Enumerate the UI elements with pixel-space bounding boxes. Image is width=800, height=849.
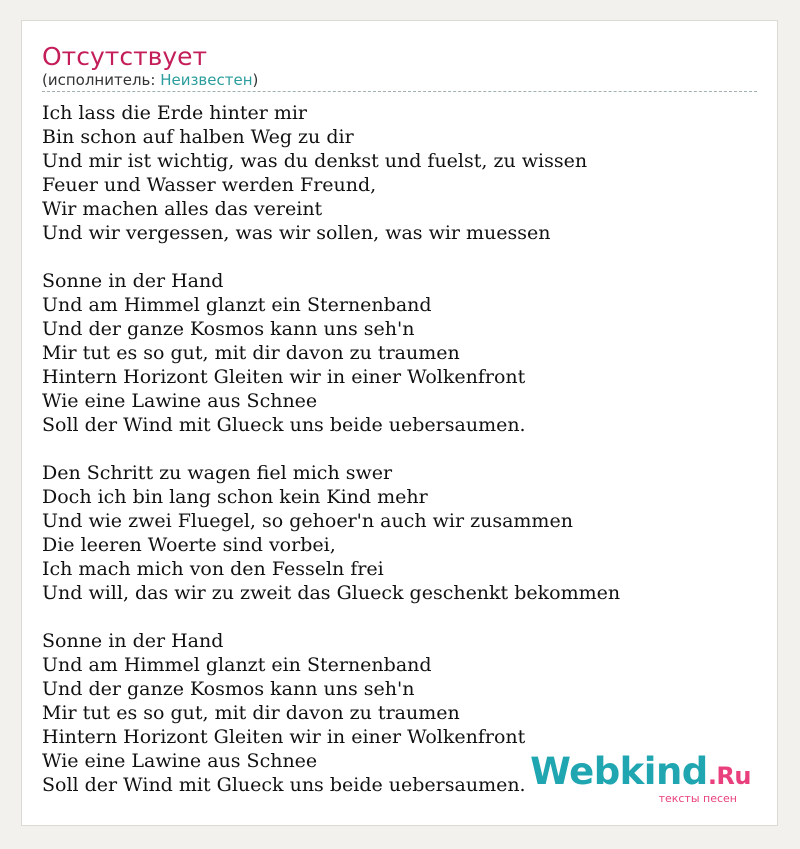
lyric-line: Den Schritt zu wagen fiel mich swer [42,462,393,484]
lyric-line: Doch ich bin lang schon kein Kind mehr [42,486,428,508]
lyric-line: Feuer und Wasser werden Freund, [42,174,377,196]
lyric-line: Mir tut es so gut, mit dir davon zu traumen [42,342,460,364]
lyric-line: Wie eine Lawine aus Schnee [42,750,318,772]
lyric-line: Soll der Wind mit Glueck uns beide uebersaumen. [42,414,526,436]
lyric-line: Und will, das wir zu zweit das Glueck geschenkt bekommen [42,582,621,604]
logo-wordmark [530,750,751,795]
artist-suffix: ) [252,71,259,89]
lyric-line: Mir tut es so gut, mit dir davon zu traumen [42,702,460,724]
song-title: Отсутствует [42,42,208,71]
lyric-line: Und am Himmel glanzt ein Sternenband [42,654,432,676]
lyrics-text [42,101,762,821]
lyric-line: Und mir ist wichtig, was du denkst und fuelst, zu wissen [42,150,588,172]
title-divider [42,91,757,92]
logo-tagline: тексты песен [658,792,737,805]
lyric-line: Soll der Wind mit Glueck uns beide uebersaumen. [42,774,526,796]
stanza [42,461,762,605]
lyric-line: Und wir vergessen, was wir sollen, was wir muessen [42,222,551,244]
lyric-line: Ich mach mich von den Fesseln frei [42,558,384,580]
lyric-line: Hintern Horizont Gleiten wir in einer Wolkenfront [42,726,526,748]
artist-link[interactable]: Неизвестен [160,71,253,89]
lyric-line: Hintern Horizont Gleiten wir in einer Wolkenfront [42,366,526,388]
stanza [42,101,762,245]
lyric-line: Und der ganze Kosmos kann uns seh'n [42,318,415,340]
lyric-line: Wir machen alles das vereint [42,198,323,220]
lyric-line: Und wie zwei Fluegel, so gehoer'n auch wir zusammen [42,510,573,532]
logo-suffix: .Ru [707,762,751,790]
artist-prefix: (исполнитель: [42,71,161,89]
artist-line [42,71,258,89]
lyric-line: Und der ganze Kosmos kann uns seh'n [42,678,415,700]
lyric-line: Wie eine Lawine aus Schnee [42,390,318,412]
lyric-line: Die leeren Woerte sind vorbei, [42,534,336,556]
lyric-line: Sonne in der Hand [42,270,224,292]
lyric-line: Und am Himmel glanzt ein Sternenband [42,294,432,316]
lyrics-card [21,20,778,826]
lyric-line: Sonne in der Hand [42,630,224,652]
lyric-line: Ich lass die Erde hinter mir [42,102,308,124]
lyric-line: Bin schon auf halben Weg zu dir [42,126,354,148]
stanza [42,269,762,437]
logo-main-text: Webkind [530,750,708,793]
webkind-logo[interactable] [530,750,751,805]
